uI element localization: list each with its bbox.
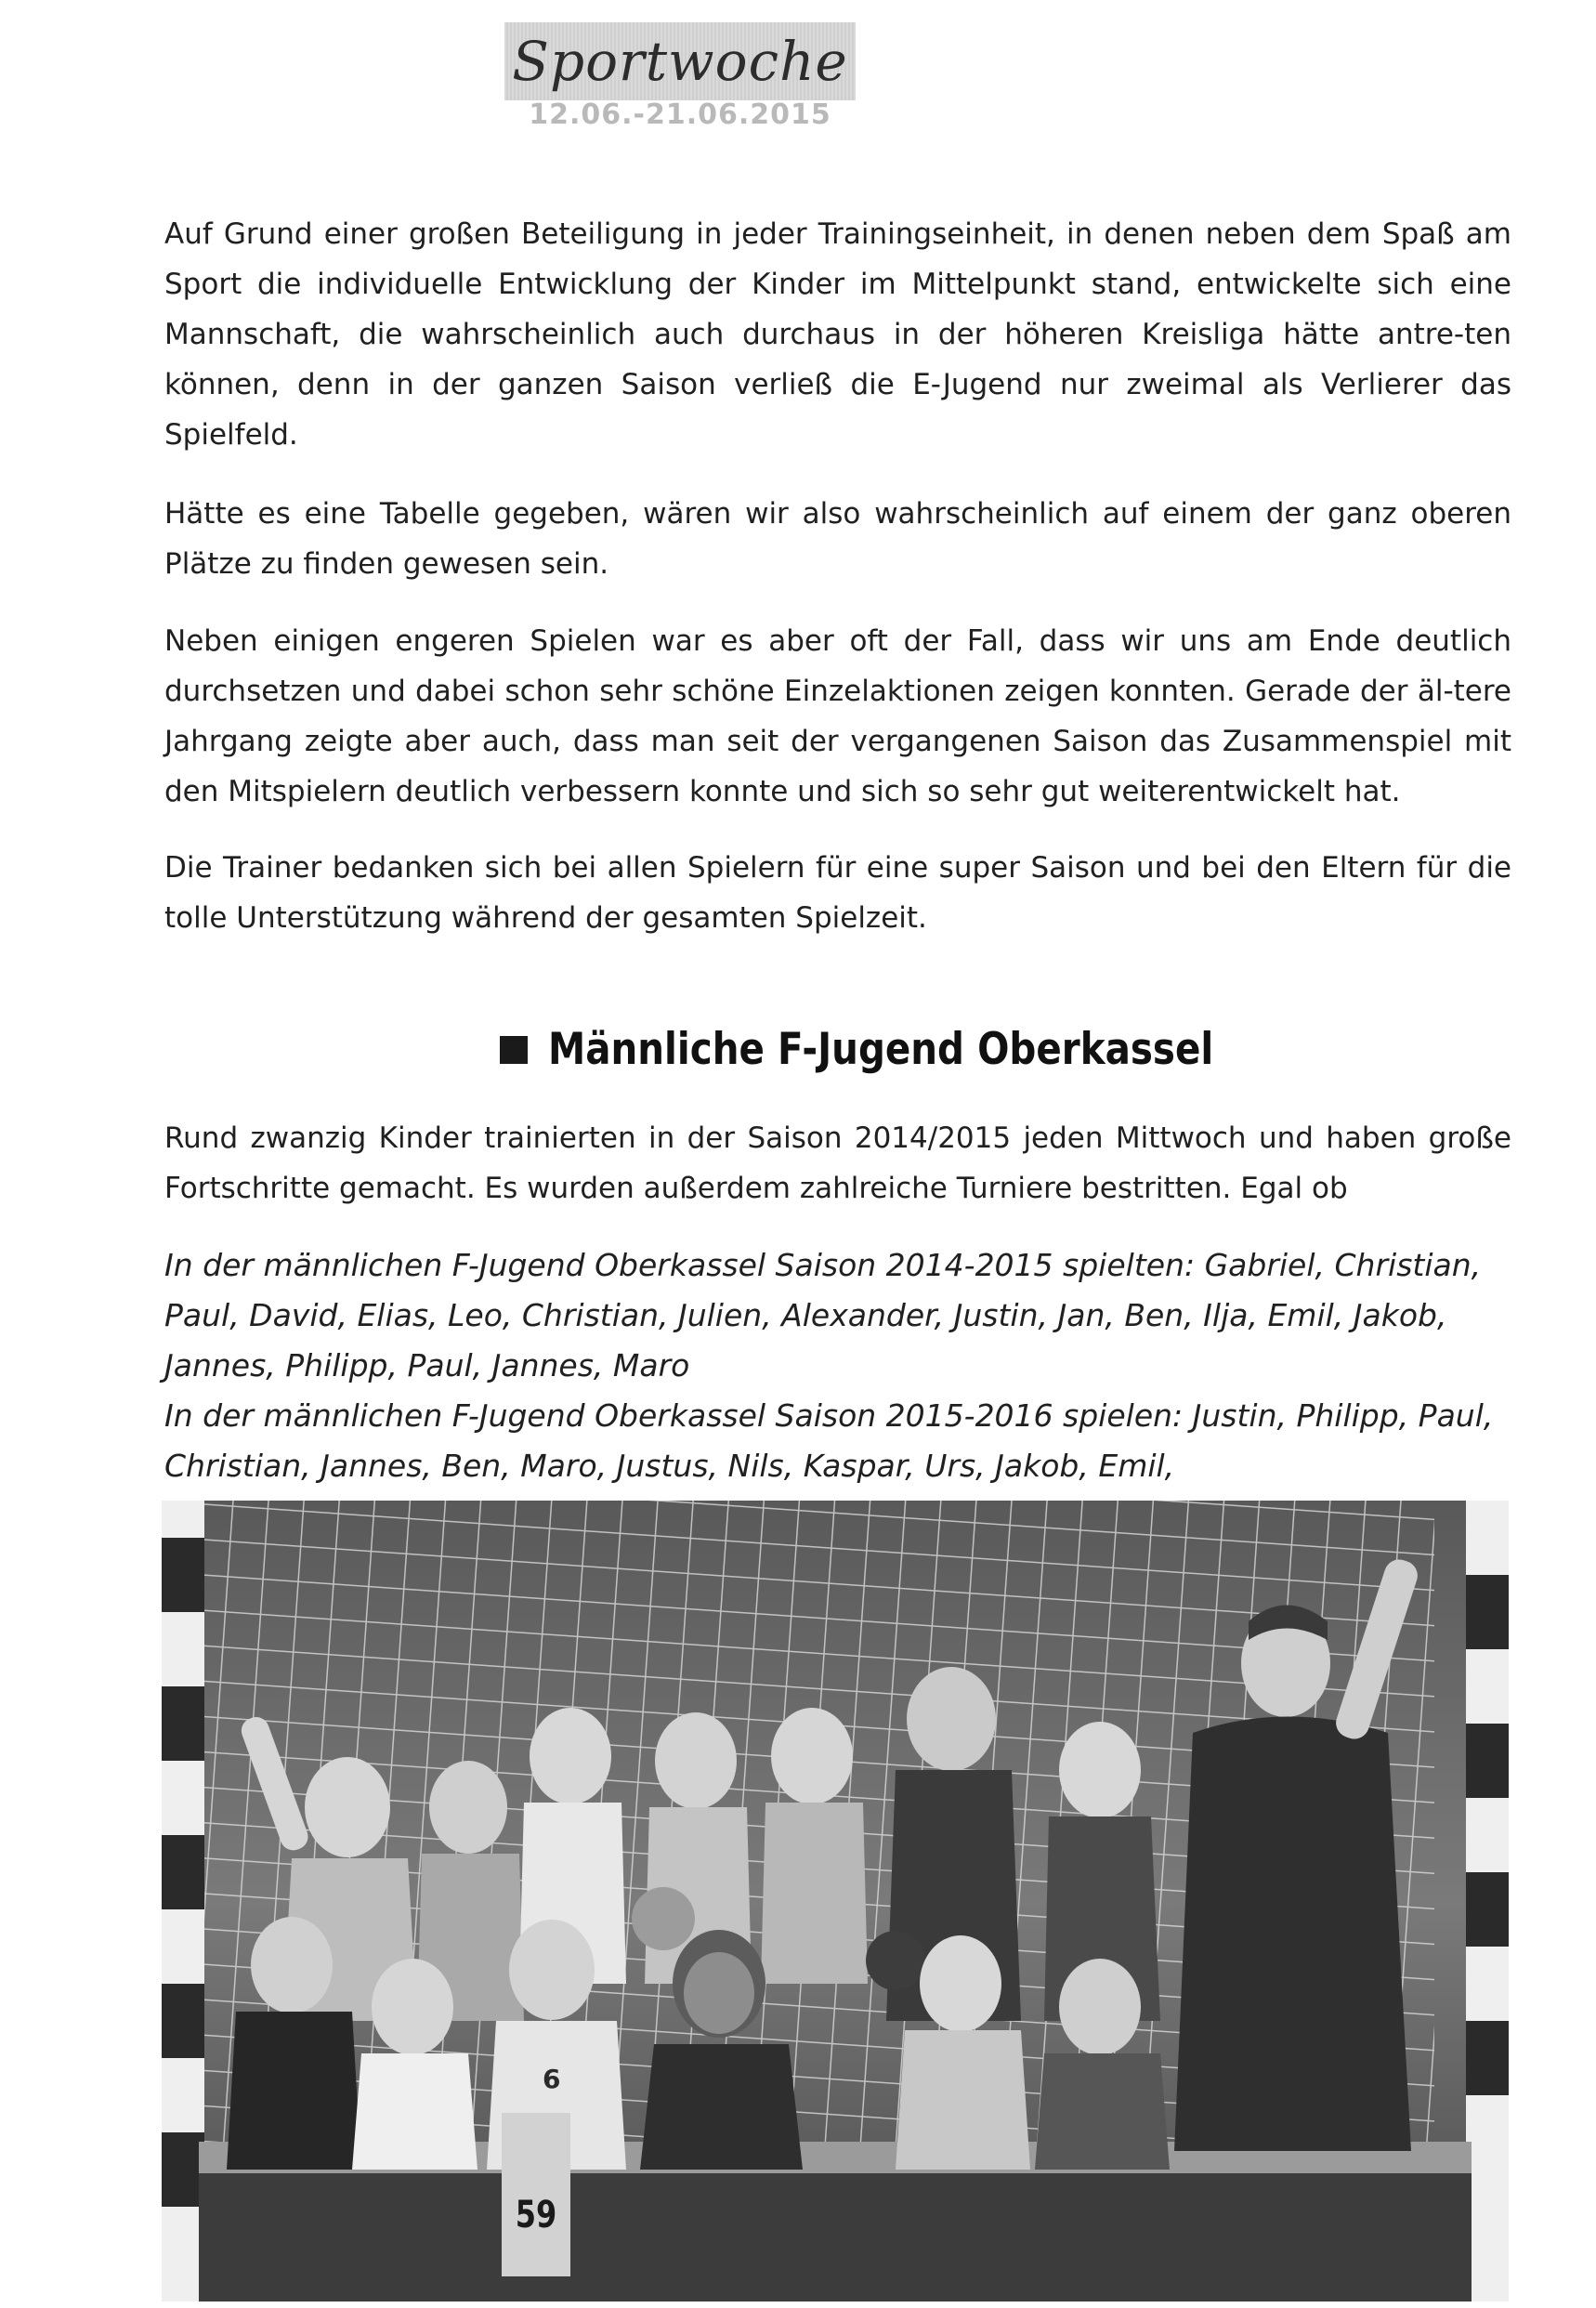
masthead <box>504 22 856 132</box>
roster-block <box>164 1240 1511 1491</box>
masthead-title: Sportwoche <box>512 30 848 93</box>
masthead-date: 12.06.-21.06.2015 <box>529 98 831 131</box>
heading-bullet-icon <box>500 1036 528 1064</box>
team-photo <box>162 1501 1509 2301</box>
paragraph-season-summary: Auf Grund einer großen Beteiligung in jeder Trainingseinheit, in denen neben dem Spaß am Sport die individuelle Entwicklung der Kinder im Mittelpunkt stand, entwickelte sich eine Mannschaft, die wahrscheinlich auch durchaus in der höheren Kreisliga hätte antre-ten können, denn in der ganzen Saison verließ die E-Jugend nur zweimal als Verlierer das Spielfeld. <box>164 217 1511 452</box>
paragraph-f-jugend-intro: Rund zwanzig Kinder trainierten in der Saison 2014/2015 jeden Mittwoch und haben große Fortschritte gemacht. Es wurden außerdem zahlreiche Turniere bestritten. Egal ob <box>164 1121 1511 1205</box>
roster-2015-2016: In der männlichen F-Jugend Oberkassel Saison 2015-2016 spielen: Justin, Philipp, Paul, Christian, Jannes, Ben, Maro, Justus, Nils, Kaspar, Urs, Jakob, Emil, <box>164 1397 1494 1484</box>
shirt-number: 6 <box>543 2064 561 2094</box>
paragraph-thanks: Die Trainer bedanken sich bei allen Spielern für eine super Saison und bei den Eltern für die tolle Unterstützung während der gesamten Spielzeit. <box>164 851 1511 935</box>
page-number: 59 <box>515 2194 557 2236</box>
page-number-box <box>502 2113 570 2276</box>
roster-2014-2015: In der männlichen F-Jugend Oberkassel Saison 2014-2015 spielten: Gabriel, Christian, Paul, David, Elias, Leo, Christian, Julien, Alexander, Justin, Jan, Ben, Ilja, Emil, Jakob, Jannes, Philipp, Paul, Jannes, Maro <box>164 1247 1482 1383</box>
section-heading <box>500 1017 1322 1082</box>
paragraph-table-position: Hätte es eine Tabelle gegeben, wären wir also wahrscheinlich auf einem der ganz oberen Plätze zu finden gewesen sein. <box>164 497 1511 581</box>
paragraph-games: Neben einigen engeren Spielen war es aber oft der Fall, dass wir uns am Ende deutlich durchsetzen und dabei schon sehr schöne Einzelaktionen zeigen konnten. Gerade der äl-tere Jahrgang zeigte aber auch, dass man seit der vergangenen Saison das Zusammenspiel mit den Mitspielern deutlich verbessern konnte und sich so sehr gut weiterentwickelt hat. <box>164 624 1511 808</box>
section-heading-text: Männliche F-Jugend Oberkassel <box>548 1024 1214 1075</box>
